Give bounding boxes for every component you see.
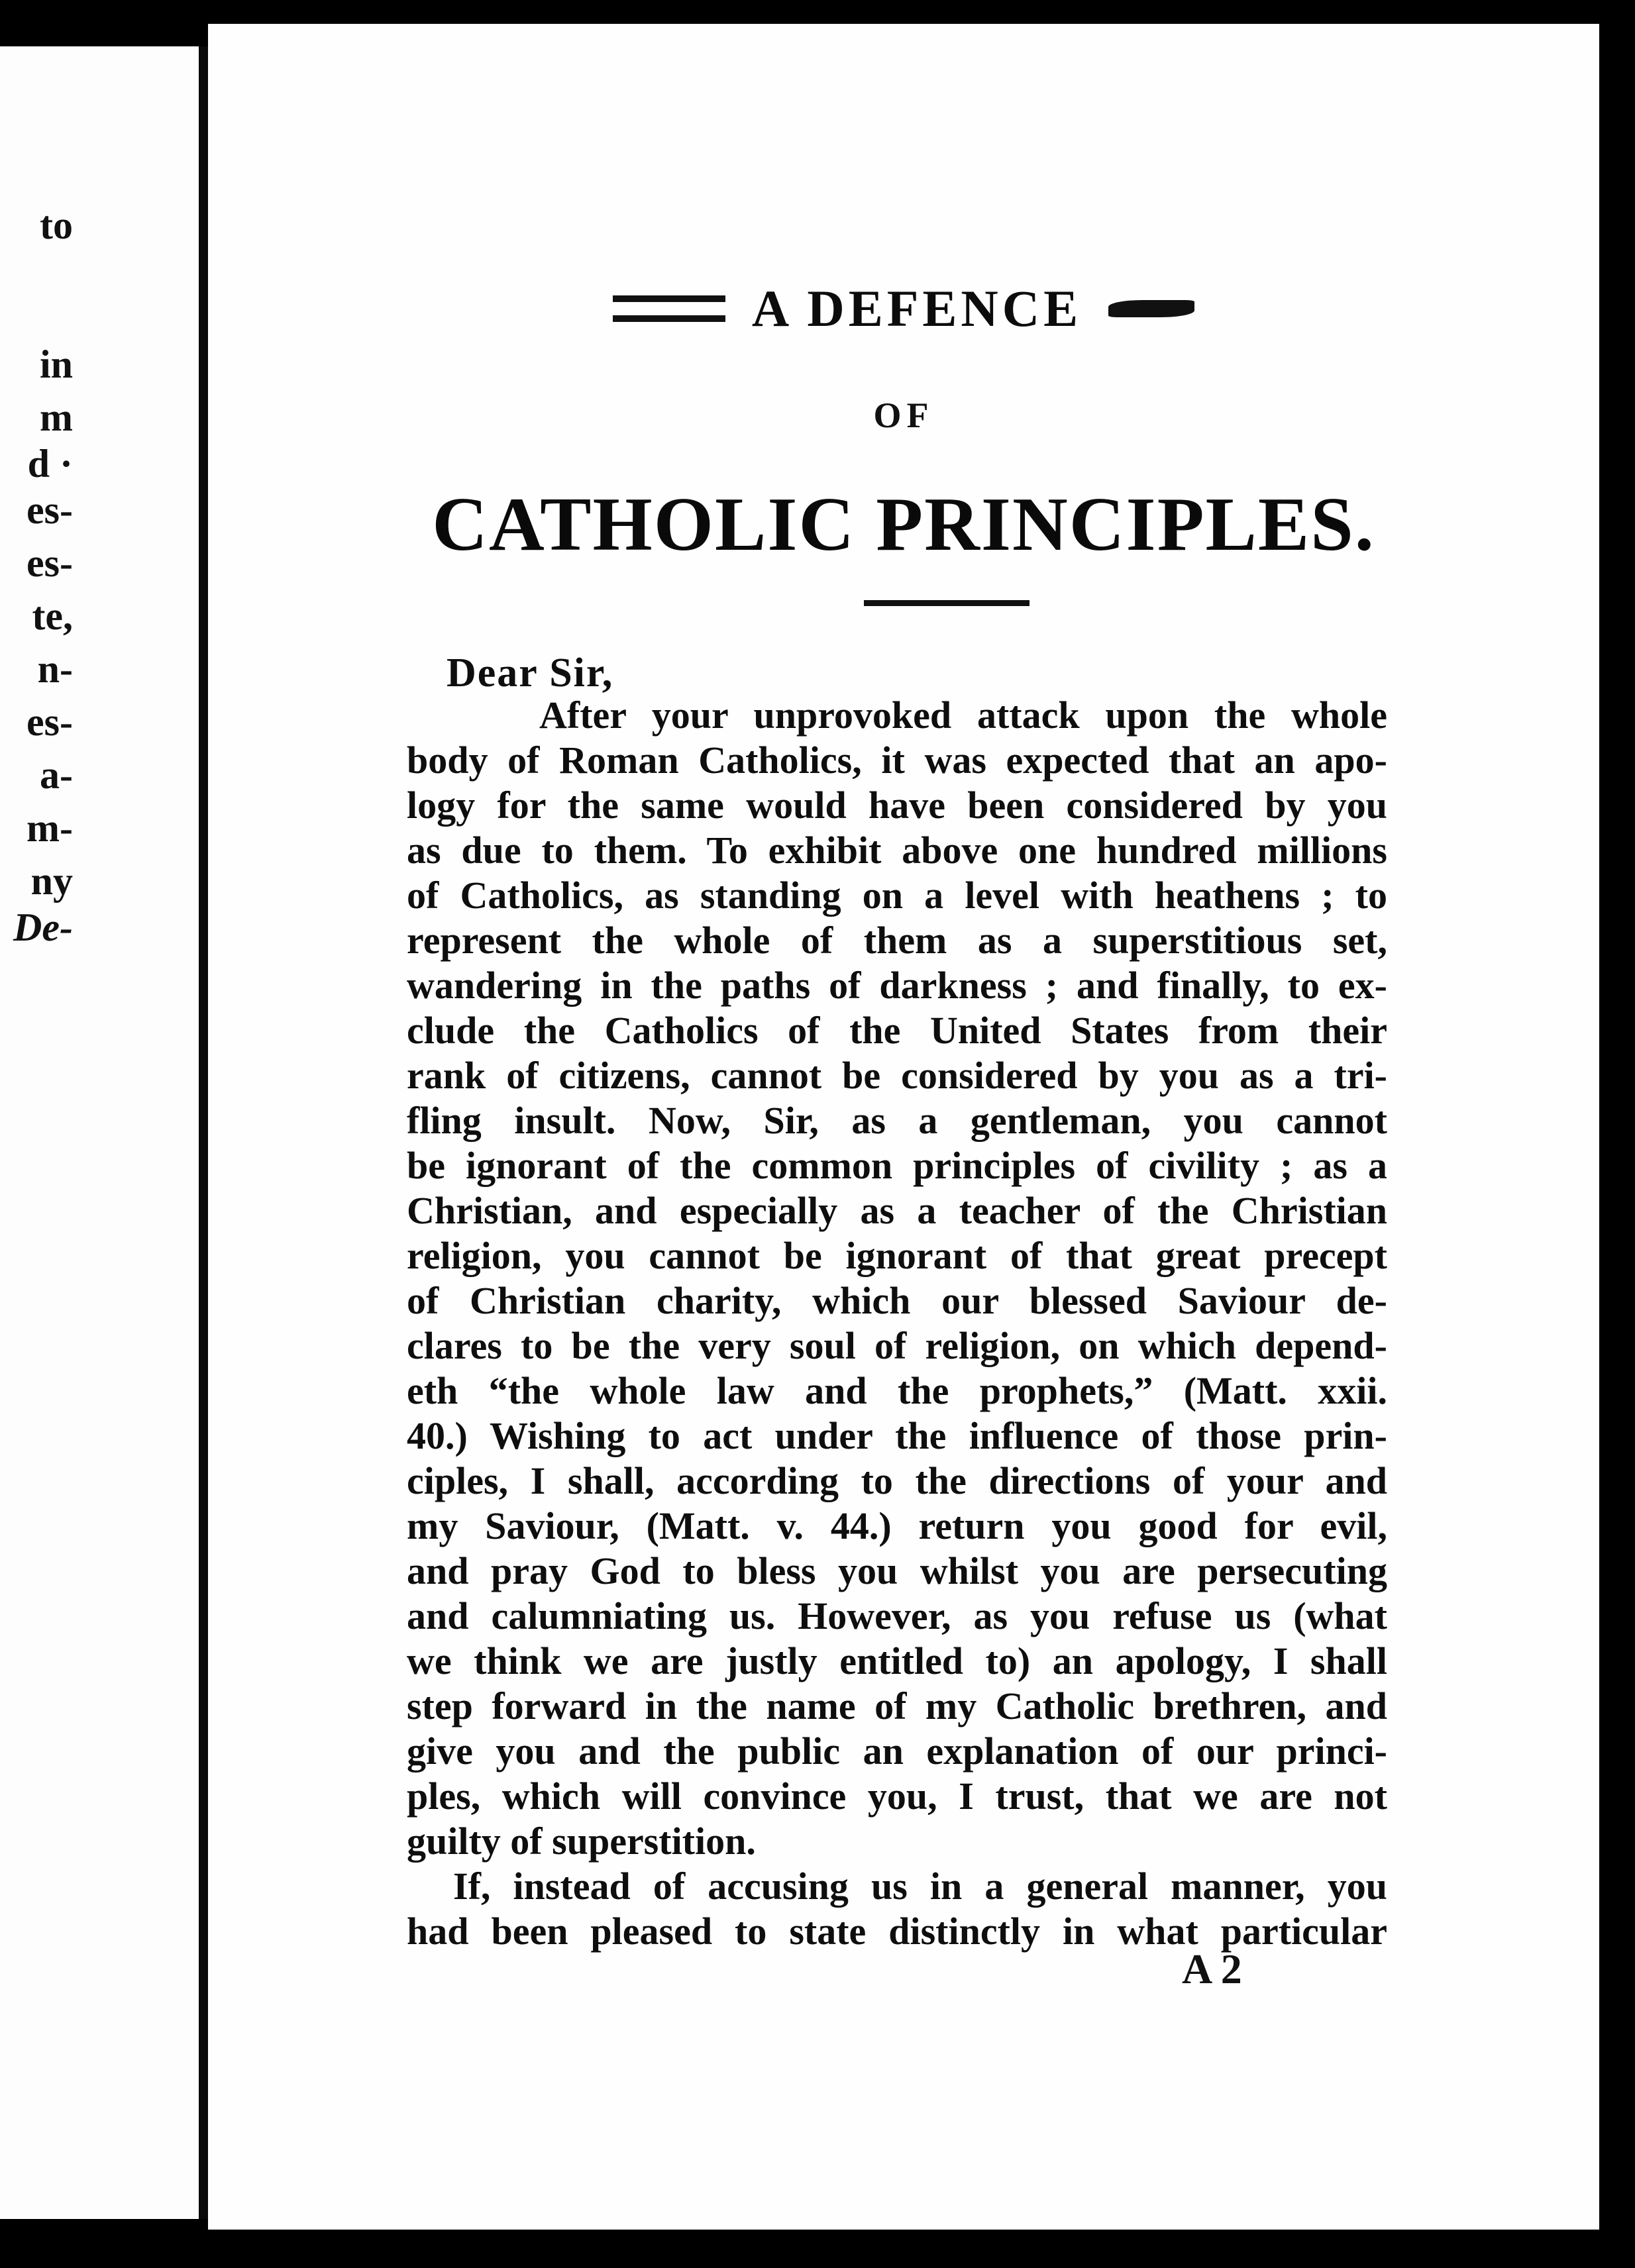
text-line: and pray God to bless you whilst you are persecuting [407,1549,1387,1592]
text-line: If, instead of accusing us in a general manner, you [453,1865,1387,1908]
left-page-fragment: m- [26,806,73,850]
title-row [208,269,1599,348]
left-page-fragment: in [39,342,73,386]
text-line: fling insult. Now, Sir, as a gentleman, you cannot [407,1099,1387,1142]
text-line: logy for the same would have been considered by you [407,784,1387,827]
body-text [407,693,1387,1954]
decorative-ornament [1108,300,1194,317]
signature-mark: A 2 [1182,1945,1242,1992]
text-line: had been pleased to state distinctly in what particular [407,1910,1387,1953]
text-line: of Catholics, as standing on a level with heathens ; to [407,874,1387,917]
text-line: we think we are justly entitled to) an apology, I shall [407,1639,1387,1682]
text-line: Christian, and especially as a teacher of the Christian [407,1189,1387,1232]
title-line-1: A DEFENCE [751,280,1082,337]
text-line: ples, which will convince you, I trust, that we are not [407,1775,1387,1818]
text-line: be ignorant of the common principles of civility ; as a [407,1144,1387,1187]
left-page-fragment: De- [13,905,73,949]
text-line: religion, you cannot be ignorant of that great precept [407,1234,1387,1277]
text-line: represent the whole of them as a superstitious set, [407,919,1387,962]
left-page-fragment: es- [26,541,73,585]
text-line: step forward in the name of my Catholic brethren, and [407,1684,1387,1727]
left-page-fragment: ny [30,859,73,903]
text-line: guilty of superstition. [407,1820,756,1863]
decorative-rule [613,295,725,322]
text-line: body of Roman Catholics, it was expected that an apo- [407,739,1387,782]
main-title: CATHOLIC PRINCIPLES. [432,482,1375,567]
left-page-fragment: n- [37,647,73,691]
text-line: and calumniating us. However, as you refuse us (what [407,1594,1387,1637]
title-of: OF [873,395,934,435]
salutation: Dear Sir, [447,650,614,696]
left-page-fragment: te, [32,594,73,638]
left-page [0,46,199,2219]
text-line: 40.) Wishing to act under the influence of those prin- [407,1414,1387,1457]
title-underline [864,600,1029,606]
left-page-fragment: es- [26,700,73,744]
text-line: wandering in the paths of darkness ; and finally, to ex- [407,964,1387,1007]
text-line: rank of citizens, cannot be considered by you as a tri- [407,1054,1387,1097]
left-page-fragment: d · [27,442,73,486]
text-line: ciples, I shall, according to the directions of your and [407,1459,1387,1502]
text-line: my Saviour, (Matt. v. 44.) return you good for evil, [407,1504,1387,1547]
text-line: After your unprovoked attack upon the whole [539,694,1387,737]
left-page-fragment: m [40,395,73,439]
text-line: give you and the public an explanation of our princi- [407,1729,1387,1773]
right-page [208,24,1599,2230]
text-line: clude the Catholics of the United States from their [407,1009,1387,1052]
text-line: as due to them. To exhibit above one hundred millions [407,829,1387,872]
left-page-fragment: to [40,203,73,247]
text-line: clares to be the very soul of religion, on which depend- [407,1324,1387,1367]
book-spine [199,46,208,2219]
left-page-fragment: a- [40,753,73,797]
left-page-fragment: es- [26,488,73,532]
text-line: eth “the whole law and the prophets,” (Matt. xxii. [407,1369,1387,1412]
text-line: of Christian charity, which our blessed Saviour de- [407,1279,1387,1322]
